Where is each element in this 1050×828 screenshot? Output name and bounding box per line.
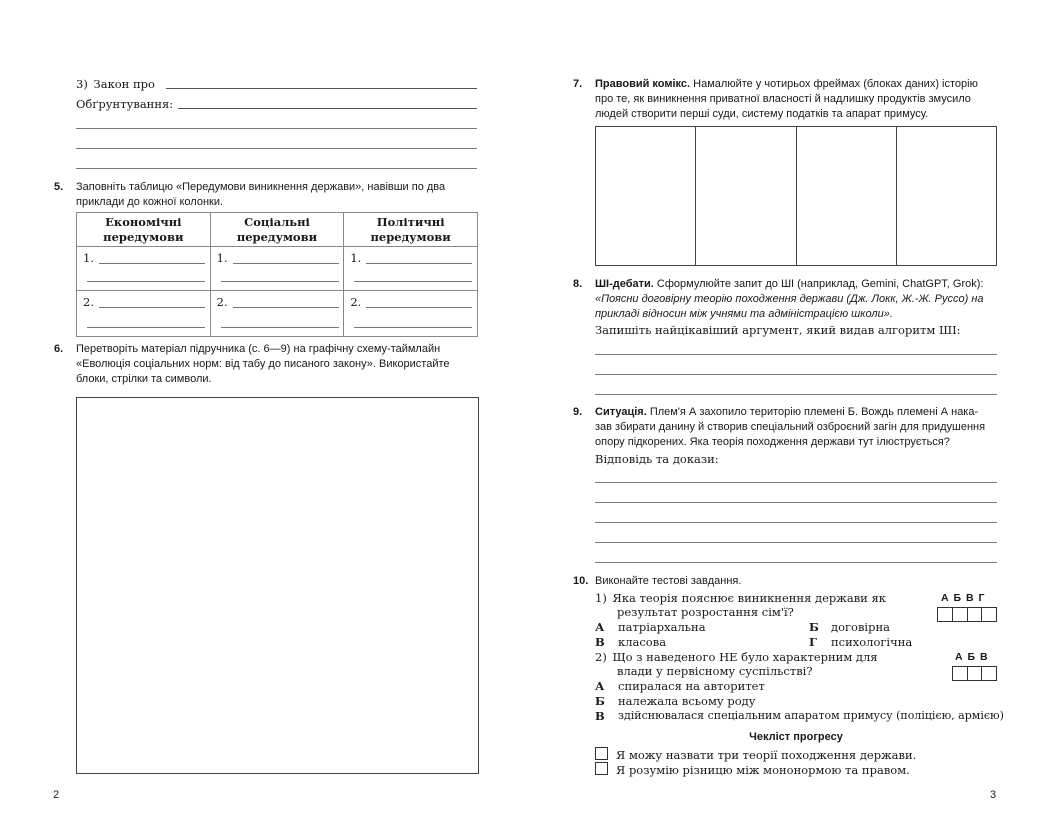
answer-line[interactable]	[221, 327, 339, 328]
task-number: 8.	[573, 278, 583, 290]
task-text-line: прикладі відносин між учнями та адміністрацією школи».	[595, 308, 893, 320]
table-cell[interactable]	[77, 291, 211, 337]
answer-line[interactable]	[99, 307, 205, 308]
row-marker: 1.	[216, 251, 228, 265]
answer-line[interactable]	[76, 148, 477, 149]
checkbox[interactable]	[595, 747, 608, 760]
task-text-line: людей створити перші суди, систему податків та апарат примусу.	[595, 108, 929, 120]
task-text-line: «Поясни договірну теорію походження держави (Дж. Локк, Ж.-Ж. Руссо) на	[595, 293, 984, 305]
task-title: Правовий комікс.	[595, 78, 691, 90]
task-text-line: приклади до кожної колонки.	[76, 196, 224, 208]
answer-cell[interactable]	[968, 667, 983, 680]
answer-cell[interactable]	[938, 608, 953, 621]
option	[595, 635, 605, 649]
question-text-line: 1) Яка теорія пояснює виникнення держави як	[595, 591, 886, 605]
option-letter: В	[595, 709, 605, 723]
task-text-line: Перетворіть матеріал підручника (с. 6—9) на графічну схему-таймлайн	[76, 343, 441, 355]
task-text-line: зав збирати данину й створив спеціальний озброєний загін для придушення	[595, 421, 986, 433]
column-header-social	[210, 213, 344, 247]
row-marker: 2.	[350, 295, 362, 309]
task-9-prompt: Відповідь та докази:	[595, 452, 719, 466]
answer-grid-q1[interactable]	[937, 607, 997, 622]
task-number: 6.	[54, 343, 64, 355]
answer-line[interactable]	[595, 522, 997, 523]
answer-line[interactable]	[166, 88, 477, 89]
answer-cell[interactable]	[953, 608, 968, 621]
answer-letters: А Б В	[955, 651, 989, 663]
column-header-text: передумови	[370, 230, 451, 244]
comic-frame[interactable]	[696, 127, 796, 265]
checklist-item-label: Я розумію різницю між мононормою та правом.	[616, 763, 910, 777]
answer-letters: А Б В Г	[941, 592, 986, 604]
answer-line[interactable]	[233, 263, 339, 264]
answer-line[interactable]	[595, 482, 997, 483]
answer-line[interactable]	[99, 263, 205, 264]
answer-cell[interactable]	[982, 667, 996, 680]
option-letter: Б	[595, 694, 605, 708]
option-letter: Г	[809, 635, 817, 649]
timeline-drawing-area[interactable]	[76, 397, 479, 774]
question-text-line: результат розростання сім'ї?	[617, 605, 794, 619]
option-text: класова	[618, 635, 667, 649]
checklist-item[interactable]	[595, 747, 916, 762]
answer-cell[interactable]	[968, 608, 983, 621]
checklist-item[interactable]	[595, 762, 910, 777]
column-header-economic	[77, 213, 211, 247]
table-cell[interactable]	[210, 247, 344, 291]
option	[809, 620, 819, 634]
answer-line[interactable]	[76, 168, 477, 169]
task-8-text	[595, 277, 999, 322]
task-text-line: «Еволюція соціальних норм: від табу до писаного закону». Використайте	[76, 358, 450, 370]
row-marker: 1.	[350, 251, 362, 265]
checklist-item-label: Я можу назвати три теорії походження держави.	[616, 748, 917, 762]
answer-line[interactable]	[595, 562, 997, 563]
answer-line[interactable]	[233, 307, 339, 308]
column-header-text: Політичні	[376, 215, 445, 229]
table-cell[interactable]	[344, 291, 478, 337]
question-2	[595, 650, 878, 678]
task-5-text	[76, 180, 478, 210]
answer-line[interactable]	[595, 394, 997, 395]
law-prefix: 3) Закон про	[76, 77, 155, 91]
task-text-line: Сформулюйте запит до ШІ (наприклад, Gemini, ChatGPT, Grok):	[656, 278, 984, 290]
row-marker: 2.	[83, 295, 94, 309]
answer-line[interactable]	[595, 374, 997, 375]
option-letter: А	[595, 620, 605, 634]
task-title: ШІ-дебати.	[595, 278, 654, 290]
answer-grid-q2[interactable]	[952, 666, 997, 681]
task-text-line: Плем'я А захопило територію племені Б. Вождь племені А нака-	[649, 406, 979, 418]
comic-frame[interactable]	[897, 127, 996, 265]
task-7-text	[595, 77, 997, 122]
task-8-prompt: Запишіть найцікавіший аргумент, який видав алгоритм ШІ:	[595, 323, 961, 337]
task-number: 5.	[54, 181, 64, 193]
task-text-line: Заповніть таблицю «Передумови виникнення держави», навівши по два	[76, 181, 446, 193]
option-text: психологічна	[831, 635, 913, 649]
row-marker: 1.	[83, 251, 94, 265]
column-header-text: Економічні	[105, 215, 182, 229]
answer-line[interactable]	[87, 281, 205, 282]
checkbox[interactable]	[595, 762, 608, 775]
answer-line[interactable]	[366, 307, 472, 308]
row-marker: 2.	[216, 295, 228, 309]
task-text-line: блоки, стрілки та символи.	[76, 373, 212, 385]
answer-line[interactable]	[354, 327, 472, 328]
answer-line[interactable]	[76, 128, 477, 129]
column-header-text: передумови	[236, 230, 318, 244]
preconditions-table	[76, 212, 478, 337]
option	[809, 635, 817, 649]
answer-line[interactable]	[595, 354, 997, 355]
answer-line[interactable]	[221, 281, 339, 282]
option	[595, 620, 604, 634]
comic-frame[interactable]	[596, 127, 696, 265]
task-number: 7.	[573, 78, 583, 90]
answer-line[interactable]	[595, 502, 997, 503]
task-number: 9.	[573, 406, 583, 418]
answer-line[interactable]	[595, 542, 997, 543]
option	[595, 679, 604, 693]
task-10-intro: Виконайте тестові завдання.	[595, 575, 742, 587]
task-title: Ситуація.	[595, 406, 647, 418]
justification-label: Обґрунтування:	[76, 97, 174, 111]
answer-cell[interactable]	[953, 667, 968, 680]
task-text-line: про те, як виникнення приватної власності й надлишку продуктів змусило	[595, 93, 971, 105]
page-number: 2	[53, 789, 60, 801]
task-9-text	[595, 405, 999, 450]
answer-line[interactable]	[366, 263, 472, 264]
answer-line[interactable]	[178, 108, 477, 109]
answer-line[interactable]	[87, 327, 205, 328]
task-text-line: Намалюйте у чотирьох фреймах (блоках даних) історію	[693, 78, 978, 90]
comic-frame[interactable]	[797, 127, 897, 265]
option-letter: Б	[809, 620, 819, 634]
option-letter: А	[595, 679, 605, 693]
answer-line[interactable]	[354, 281, 472, 282]
task-6-text	[76, 342, 478, 387]
option	[595, 694, 605, 708]
task-text-line: опору підкорених. Яка теорія походження держави тут ілюструється?	[595, 436, 950, 448]
page-number: 3	[990, 789, 997, 801]
comic-frames	[595, 126, 997, 266]
checklist-title: Чекліст прогресу	[749, 731, 843, 743]
answer-cell[interactable]	[982, 608, 996, 621]
column-header-text: передумови	[103, 230, 184, 244]
task-number: 10.	[573, 575, 589, 587]
option-text: належала всьому роду	[618, 694, 756, 708]
column-header-text: Соціальні	[244, 215, 310, 229]
table-cell[interactable]	[344, 247, 478, 291]
option-text: договірна	[831, 620, 890, 634]
option-text: спиралася на авторитет	[618, 679, 765, 693]
option-text: патріархальна	[618, 620, 706, 634]
question-1	[595, 591, 886, 619]
question-text-line: влади у первісному суспільстві?	[617, 664, 813, 678]
option-letter: В	[595, 635, 605, 649]
column-header-political	[344, 213, 478, 247]
table-cell[interactable]	[210, 291, 344, 337]
option-text: здійснювалася спеціальним апаратом примусу (поліцією, армією)	[618, 709, 1004, 722]
option	[595, 709, 605, 723]
question-text-line: 2) Що з наведеного НЕ було характерним для	[595, 650, 878, 664]
table-cell[interactable]	[77, 247, 211, 291]
